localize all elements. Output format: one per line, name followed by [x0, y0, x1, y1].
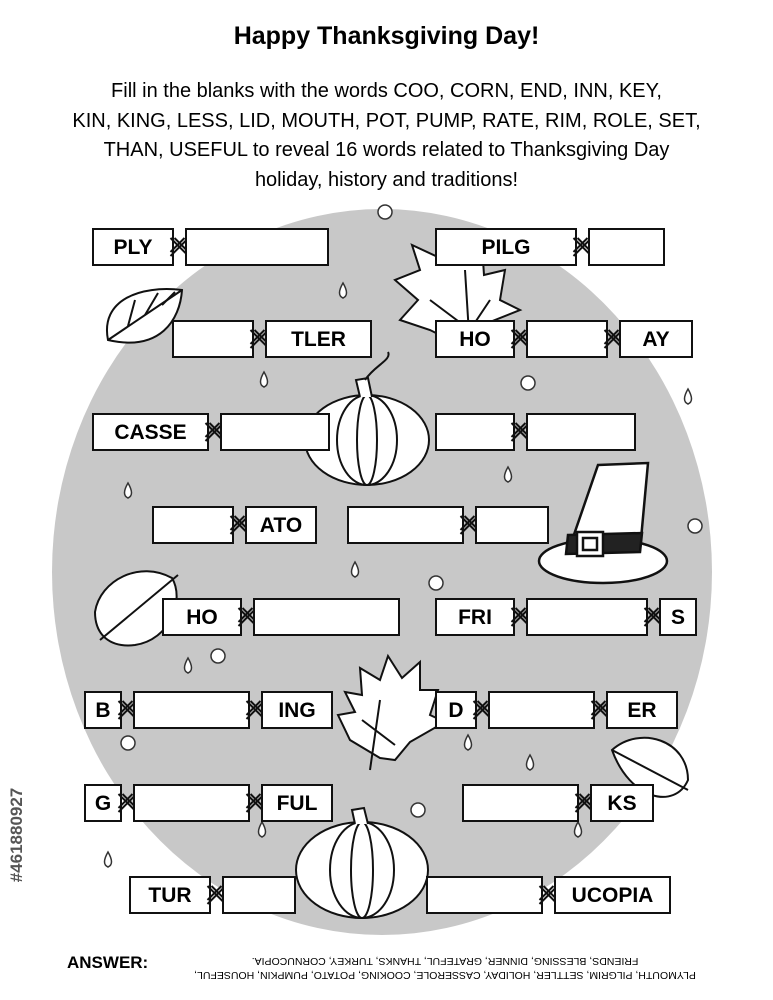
blank-cell[interactable]: [527, 414, 635, 450]
blank-cell[interactable]: [173, 321, 253, 357]
puzzle-row: [93, 229, 328, 265]
puzzle-cell-text: FRI: [458, 606, 492, 629]
puzzle-cell-text: ING: [278, 699, 316, 722]
puzzle-cell-text: PLY: [113, 236, 153, 259]
puzzle-row: [348, 507, 548, 543]
puzzle-cell-text: B: [95, 699, 111, 722]
puzzle-row: [173, 321, 371, 357]
answer-key: [180, 954, 710, 982]
answer-key-line: FRIENDS, BLESSING, DINNER, GRATEFUL, THANKS, TURKEY, CORNUCOPIA.: [251, 955, 639, 967]
puzzle-row: [436, 692, 677, 728]
puzzle-row: [463, 785, 653, 821]
blank-cell[interactable]: [489, 692, 594, 728]
blank-cell[interactable]: [436, 414, 514, 450]
puzzle-cell-text: G: [94, 792, 112, 815]
stock-id: #461880927: [7, 787, 26, 883]
puzzle-cell-text: CASSE: [114, 421, 187, 444]
blank-cell[interactable]: [427, 877, 542, 913]
puzzle-cell-text: UCOPIA: [571, 884, 654, 907]
blank-cell[interactable]: [476, 507, 548, 543]
blank-cell[interactable]: [153, 507, 233, 543]
puzzle-cell-text: D: [448, 699, 464, 722]
blank-cell[interactable]: [134, 785, 249, 821]
blank-cell[interactable]: [348, 507, 463, 543]
blank-cell[interactable]: [186, 229, 328, 265]
blank-cell[interactable]: [589, 229, 664, 265]
puzzle-cell-text: S: [670, 606, 686, 629]
puzzle-row: [436, 229, 664, 265]
answer-key-line: PLYMOUTH, PILGRIM, SETTLER, HOLIDAY, CASSEROLE, COOKING, POTATO, PUMPKIN, HOUSEFUL,: [194, 969, 696, 981]
puzzle-row: [436, 414, 635, 450]
puzzle-cell-text: AY: [642, 328, 670, 351]
puzzle-cell-text: HO: [186, 606, 218, 629]
puzzle-cell-text: PILG: [481, 236, 531, 259]
instructions-line: THAN, USEFUL to reveal 16 words related to Thanksgiving Day: [103, 139, 670, 161]
instructions-line: Fill in the blanks with the words COO, CORN, END, INN, KEY,: [111, 80, 662, 102]
puzzle-cell-text: HO: [459, 328, 491, 351]
blank-cell[interactable]: [527, 599, 647, 635]
blank-cell[interactable]: [463, 785, 578, 821]
puzzle-cell-text: ATO: [259, 514, 303, 537]
puzzle-row: [163, 599, 399, 635]
instructions-line: KIN, KING, LESS, LID, MOUTH, POT, PUMP, RATE, RIM, ROLE, SET,: [72, 109, 701, 132]
page-title: Happy Thanksgiving Day!: [233, 22, 540, 50]
blank-cell[interactable]: [527, 321, 607, 357]
blank-cell[interactable]: [223, 877, 295, 913]
blank-cell[interactable]: [221, 414, 329, 450]
puzzle-cell-text: ER: [627, 699, 657, 722]
blank-cell[interactable]: [254, 599, 399, 635]
puzzle-cell-text: KS: [607, 792, 637, 815]
puzzle-cell-text: FUL: [276, 792, 318, 815]
puzzle-cell-text: TUR: [148, 884, 192, 907]
puzzle-row: [436, 321, 692, 357]
blank-cell[interactable]: [134, 692, 249, 728]
answer-label: ANSWER:: [67, 953, 149, 972]
instructions-line: holiday, history and traditions!: [254, 168, 519, 191]
puzzle-cell-text: TLER: [291, 328, 346, 351]
